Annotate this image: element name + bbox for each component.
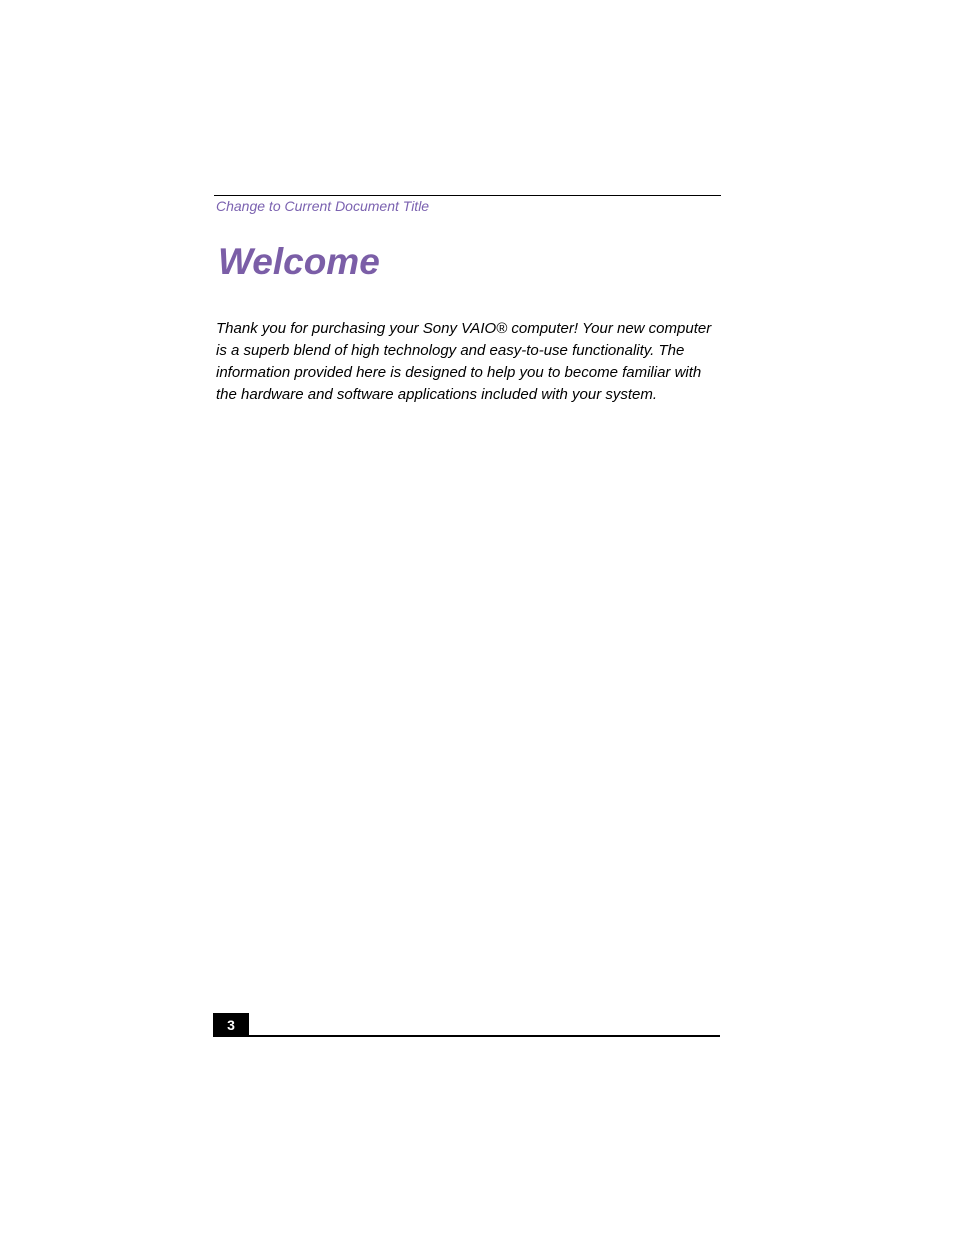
running-header: Change to Current Document Title [216, 198, 430, 214]
page-title: Welcome [218, 241, 380, 282]
page-number: 3 [213, 1013, 249, 1037]
header-rule [214, 195, 721, 196]
intro-paragraph: Thank you for purchasing your Sony VAIO® computer! Your new computer is a superb blend of high technology and easy-to-use functionality. The information provided here is designed to help you to become familiar with the hardware and software applications included with your system. [216, 320, 712, 403]
footer-rule [214, 1035, 720, 1037]
